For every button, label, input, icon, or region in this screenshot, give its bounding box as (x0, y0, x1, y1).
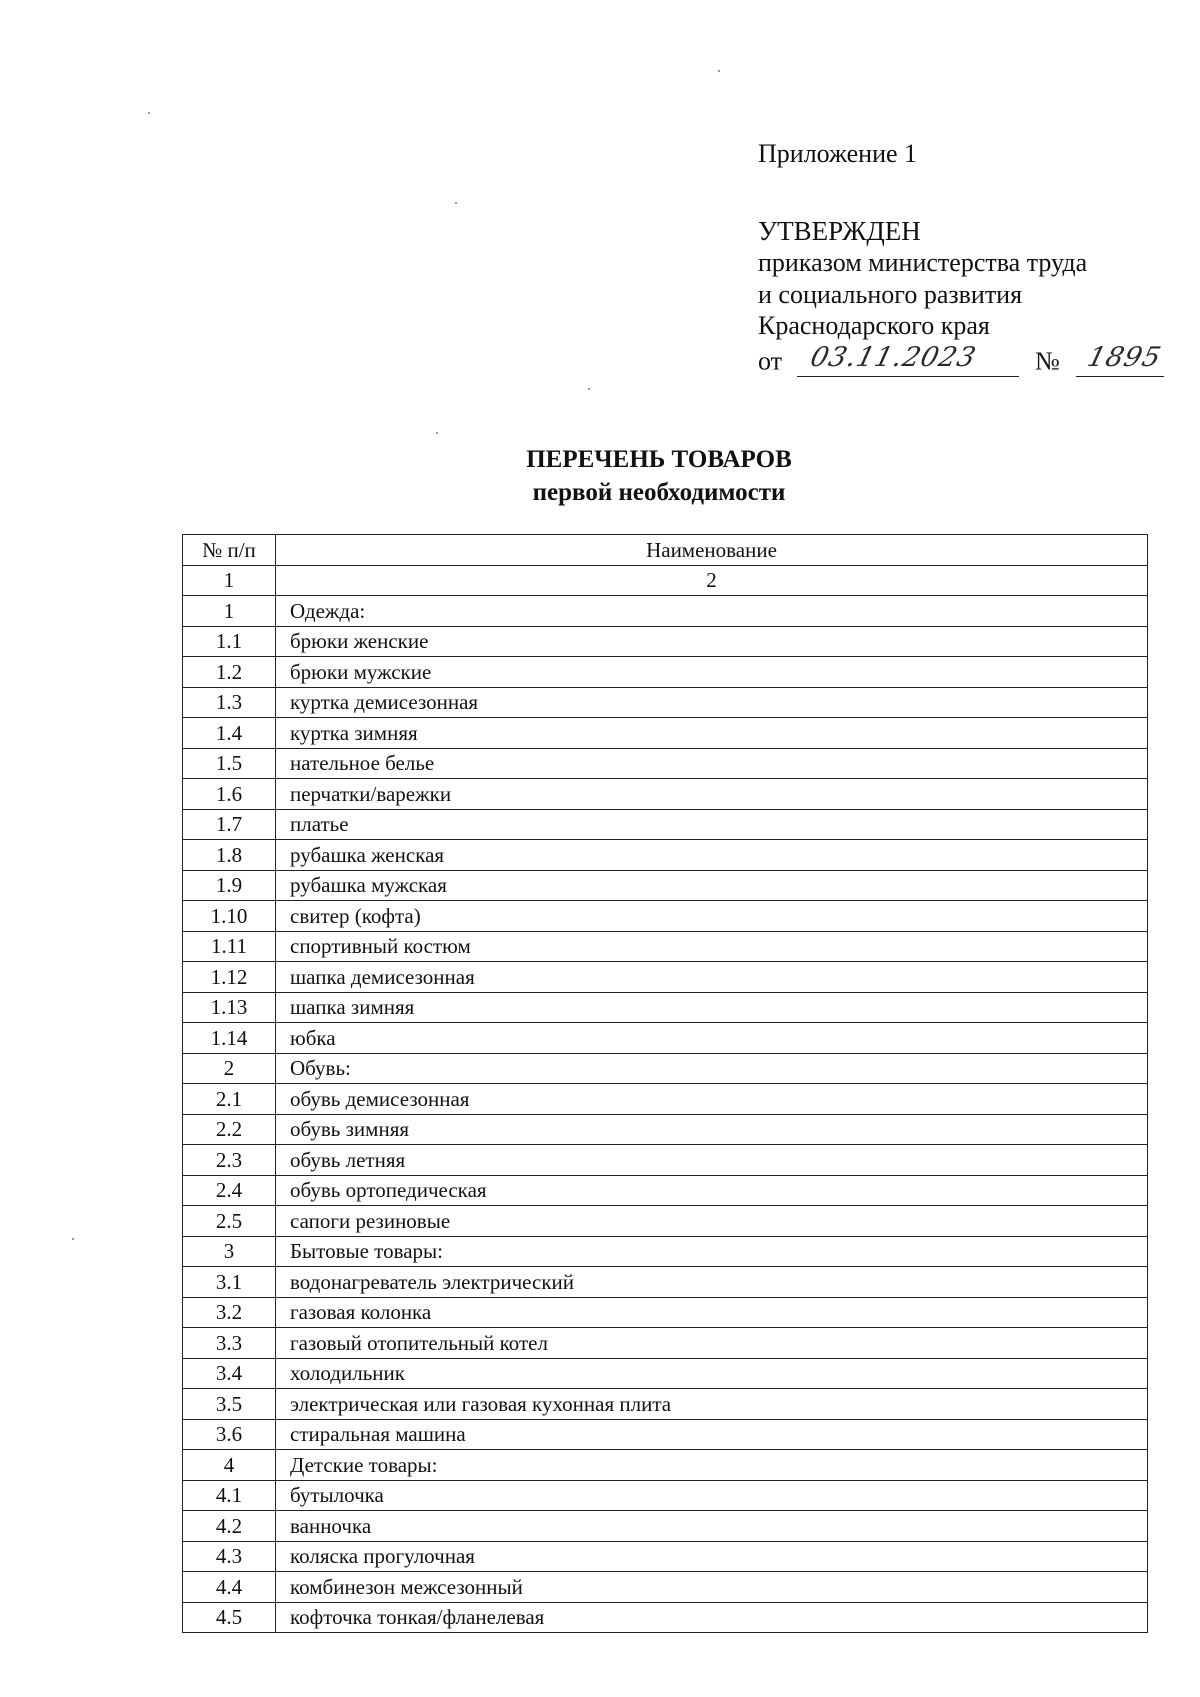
row-number: 1 (183, 596, 276, 627)
row-name: холодильник (276, 1358, 1148, 1389)
row-number: 1.8 (183, 840, 276, 871)
row-name: брюки женские (276, 626, 1148, 657)
row-number: 3.1 (183, 1267, 276, 1298)
row-number: 4.3 (183, 1541, 276, 1572)
row-number: 4.1 (183, 1480, 276, 1511)
table-row (183, 870, 1148, 901)
row-number: 2.2 (183, 1114, 276, 1145)
row-name: Бытовые товары: (276, 1236, 1148, 1267)
table-row (183, 1541, 1148, 1572)
row-name: кофточка тонкая/фланелевая (276, 1602, 1148, 1633)
table-row (183, 1480, 1148, 1511)
table-row (183, 962, 1148, 993)
scan-speck (72, 1238, 74, 1240)
table-row (183, 992, 1148, 1023)
row-name: нательное белье (276, 748, 1148, 779)
approved-label: УТВЕРЖДЕН (758, 215, 921, 246)
row-name: коляска прогулочная (276, 1541, 1148, 1572)
table-row (183, 931, 1148, 962)
row-name: ванночка (276, 1511, 1148, 1542)
table-row (183, 1053, 1148, 1084)
table-row (183, 626, 1148, 657)
handwritten-number: 1895 (1084, 342, 1165, 373)
number-prefix: № (1035, 346, 1060, 375)
row-number: 1.2 (183, 657, 276, 688)
row-number: 4.2 (183, 1511, 276, 1542)
row-number: 3.5 (183, 1389, 276, 1420)
row-name: водонагреватель электрический (276, 1267, 1148, 1298)
header-number: № п/п (183, 535, 276, 566)
row-number: 1.13 (183, 992, 276, 1023)
header-name: Наименование (276, 535, 1148, 566)
row-name: перчатки/варежки (276, 779, 1148, 810)
row-name: Одежда: (276, 596, 1148, 627)
column-number-1: 1 (183, 565, 276, 596)
table-body (183, 596, 1148, 1633)
table-row (183, 779, 1148, 810)
table-row (183, 809, 1148, 840)
table-row (183, 1267, 1148, 1298)
appendix-label: Приложение 1 (758, 139, 918, 168)
row-name: брюки мужские (276, 657, 1148, 688)
row-number: 3.3 (183, 1328, 276, 1359)
row-name: газовая колонка (276, 1297, 1148, 1328)
row-number: 4.4 (183, 1572, 276, 1603)
row-name: Детские товары: (276, 1450, 1148, 1481)
row-name: платье (276, 809, 1148, 840)
row-number: 1.11 (183, 931, 276, 962)
table-row (183, 1084, 1148, 1115)
row-number: 2.4 (183, 1175, 276, 1206)
document-subtitle: первой необходимости (532, 479, 786, 506)
row-number: 2.3 (183, 1145, 276, 1176)
column-number-row (183, 565, 1148, 596)
table-row (183, 901, 1148, 932)
row-name: куртка демисезонная (276, 687, 1148, 718)
row-number: 1.6 (183, 779, 276, 810)
scan-speck (588, 388, 590, 390)
table-header-row (183, 535, 1148, 566)
number-blank (1076, 344, 1164, 377)
table-row (183, 748, 1148, 779)
row-number: 3.2 (183, 1297, 276, 1328)
approval-block (758, 138, 1165, 377)
scan-speck (148, 112, 150, 114)
table-row (183, 1175, 1148, 1206)
row-name: шапка зимняя (276, 992, 1148, 1023)
row-name: рубашка женская (276, 840, 1148, 871)
row-name: обувь ортопедическая (276, 1175, 1148, 1206)
row-number: 1.14 (183, 1023, 276, 1054)
row-name: куртка зимняя (276, 718, 1148, 749)
table-row (183, 1389, 1148, 1420)
row-number: 3.6 (183, 1419, 276, 1450)
row-number: 1.10 (183, 901, 276, 932)
scan-speck (718, 70, 720, 72)
date-blank (797, 344, 1019, 377)
row-name: Обувь: (276, 1053, 1148, 1084)
table-row (183, 657, 1148, 688)
document-title: ПЕРЕЧЕНЬ ТОВАРОВ (526, 446, 792, 473)
row-number: 2.1 (183, 1084, 276, 1115)
row-number: 1.4 (183, 718, 276, 749)
row-number: 4.5 (183, 1602, 276, 1633)
row-number: 1.5 (183, 748, 276, 779)
row-name: стиральная машина (276, 1419, 1148, 1450)
table-row (183, 1572, 1148, 1603)
row-name: обувь летняя (276, 1145, 1148, 1176)
table-row (183, 1023, 1148, 1054)
row-number: 2 (183, 1053, 276, 1084)
table-row (183, 1328, 1148, 1359)
order-line-3: Краснодарского края (758, 311, 990, 340)
table-row (183, 1114, 1148, 1145)
row-number: 2.5 (183, 1206, 276, 1237)
row-name: электрическая или газовая кухонная плита (276, 1389, 1148, 1420)
row-name: бутылочка (276, 1480, 1148, 1511)
row-number: 1.9 (183, 870, 276, 901)
row-name: обувь демисезонная (276, 1084, 1148, 1115)
order-line-2: и социального развития (758, 279, 1023, 309)
row-name: свитер (кофта) (276, 901, 1148, 932)
row-name: газовый отопительный котел (276, 1328, 1148, 1359)
scan-speck (436, 432, 438, 434)
table-row (183, 1450, 1148, 1481)
row-number: 3 (183, 1236, 276, 1267)
scan-speck (455, 202, 457, 204)
table-row (183, 1297, 1148, 1328)
table-row (183, 596, 1148, 627)
row-name: обувь зимняя (276, 1114, 1148, 1145)
table-row (183, 718, 1148, 749)
row-name: шапка демисезонная (276, 962, 1148, 993)
table-row (183, 1206, 1148, 1237)
table-row (183, 1602, 1148, 1633)
row-number: 1.12 (183, 962, 276, 993)
row-name: комбинезон межсезонный (276, 1572, 1148, 1603)
table-row (183, 1511, 1148, 1542)
table-row (183, 1358, 1148, 1389)
row-name: юбка (276, 1023, 1148, 1054)
row-number: 1.3 (183, 687, 276, 718)
handwritten-date: 03.11.2023 (806, 342, 980, 373)
table-row (183, 1145, 1148, 1176)
row-number: 3.4 (183, 1358, 276, 1389)
row-number: 1.7 (183, 809, 276, 840)
table-row (183, 1236, 1148, 1267)
row-name: рубашка мужская (276, 870, 1148, 901)
row-name: сапоги резиновые (276, 1206, 1148, 1237)
table-row (183, 1419, 1148, 1450)
date-prefix: от (758, 346, 783, 375)
row-number: 1.1 (183, 626, 276, 657)
table-row (183, 687, 1148, 718)
order-line-1: приказом министерства труда (758, 248, 1088, 277)
row-name: спортивный костюм (276, 931, 1148, 962)
table-row (183, 840, 1148, 871)
goods-table (182, 534, 1148, 1633)
order-date-number-line (758, 342, 1165, 377)
column-number-2: 2 (276, 565, 1148, 596)
row-number: 4 (183, 1450, 276, 1481)
